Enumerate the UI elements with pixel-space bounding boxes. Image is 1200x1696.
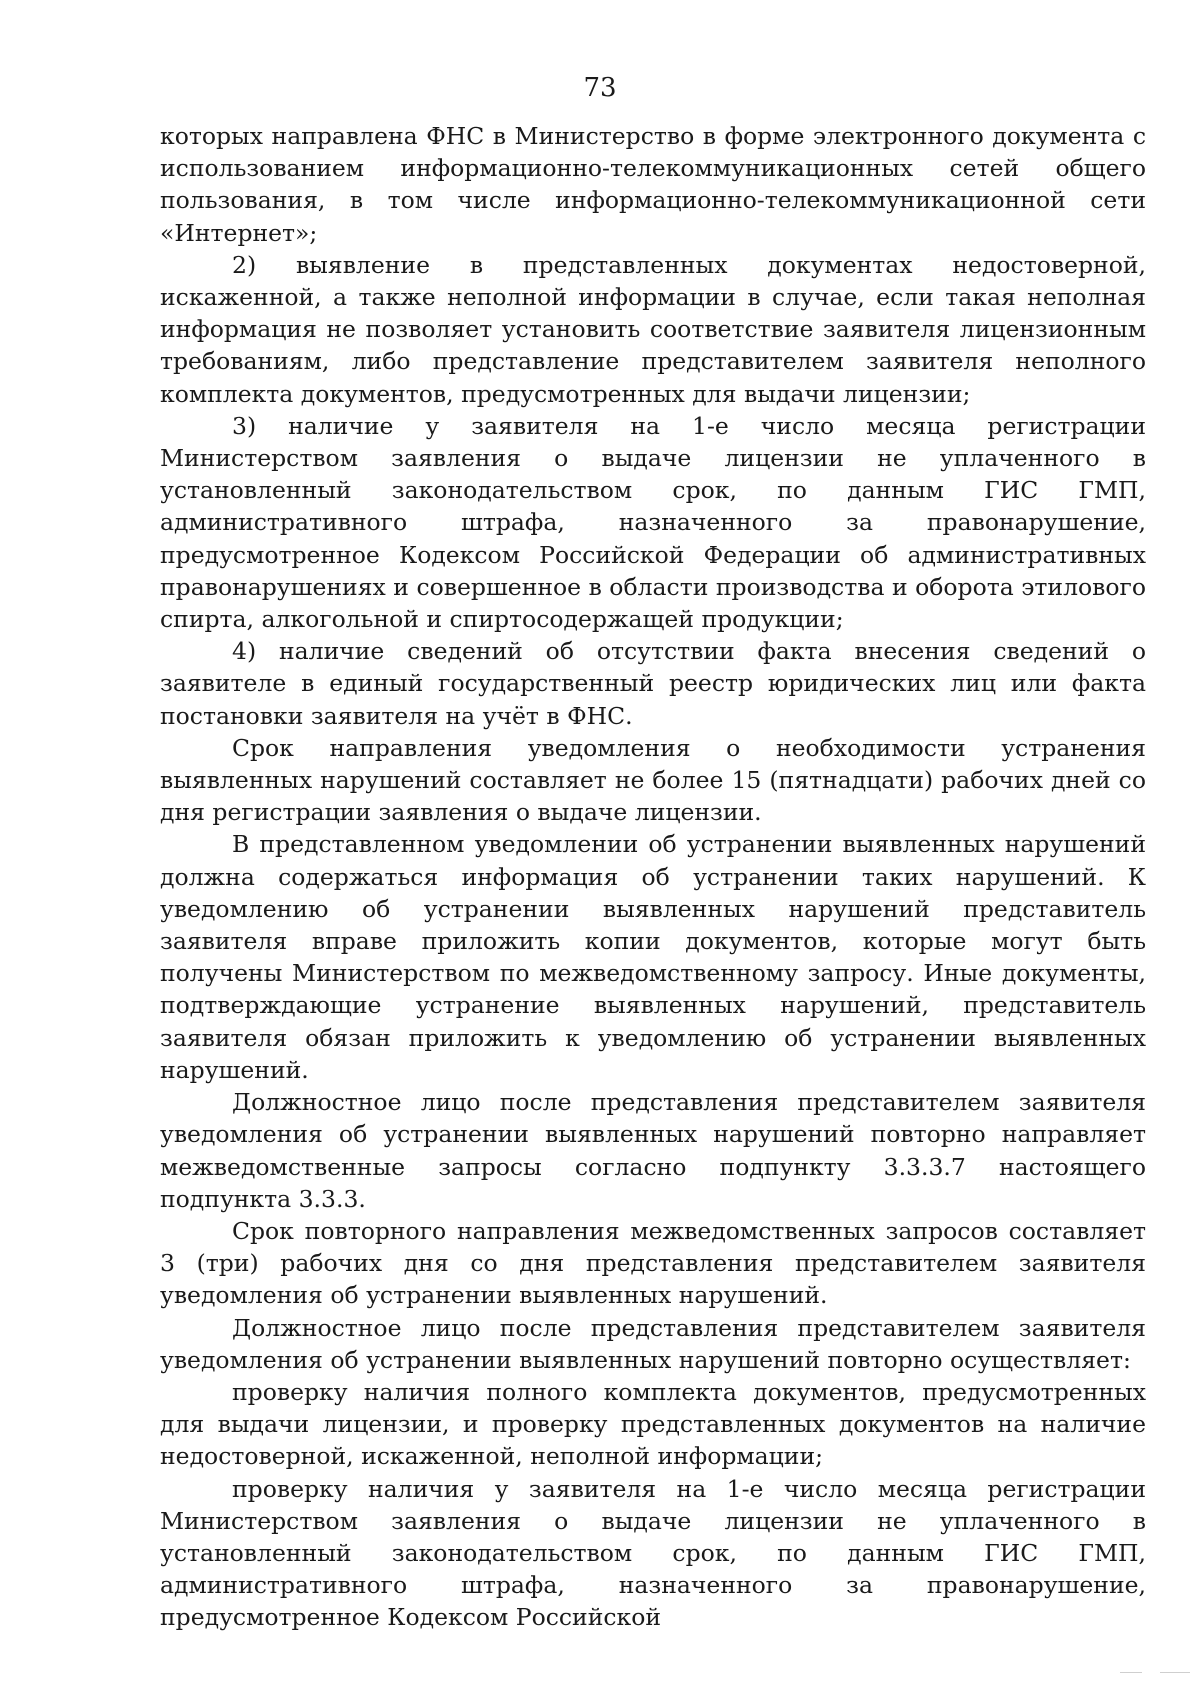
paragraph-notice-content: В представленном уведомлении об устранении выявленных нарушений должна содержаться информация об устранении таких нарушений. К уведомлению об устранении выявленных нарушений представитель заявителя вправе приложить копии документов, которые могут быть получены Министерством по межведомственному запросу. Иные документы, подтверждающие устранение выявленных нарушений, представитель заявителя обязан приложить к уведомлению об устранении выявленных нарушений. — [160, 830, 1146, 1084]
paragraph-item-3: 3) наличие у заявителя на 1-е число месяца регистрации Министерством заявления о выдаче лицензии не уплаченного в установленный законодательством срок, по данным ГИС ГМП, административного штрафа, назначенного за правонарушение, предусмотренное Кодексом Российской Федерации об административных правонарушениях и совершенное в области производства и оборота этилового спирта, алкогольной и спиртосодержащей продукции; — [160, 411, 1146, 634]
paragraph-repeat-requests: Должностное лицо после представления представителем заявителя уведомления об устранении выявленных нарушений повторно направляет межведомственные запросы согласно подпункту 3.3.3.7 настоящего подпункта 3.3.3. — [160, 1088, 1146, 1213]
paragraph-check-documents: проверку наличия полного комплекта документов, предусмотренных для выдачи лицензии, и проверку представленных документов на наличие недостоверной, искаженной, неполной информации; — [160, 1377, 1146, 1471]
page-number: 73 — [583, 73, 617, 103]
document-body — [160, 120, 1146, 1634]
scan-mark — [1160, 1672, 1190, 1673]
paragraph-item-2: 2) выявление в представленных документах недостоверной, искаженной, а также неполной информации в случае, если такая неполная информация не позволяет установить соответствие заявителя лицензионным требованиям, либо представление представителем заявителя неполного комплекта документов, предусмотренных для выдачи лицензии; — [160, 250, 1146, 408]
paragraph-continuation: которых направлена ФНС в Министерство в форме электронного документа с использованием информационно-телекоммуникационных сетей общего пользования, в том числе информационно-телекоммуникационной сети «Интернет»; — [160, 122, 1146, 247]
scan-mark — [1120, 1672, 1142, 1673]
paragraph-notice-deadline: Срок направления уведомления о необходимости устранения выявленных нарушений составляет не более 15 (пятнадцати) рабочих дней со дня регистрации заявления о выдаче лицензии. — [160, 733, 1146, 827]
paragraph-check-fine: проверку наличия у заявителя на 1-е число месяца регистрации Министерством заявления о выдаче лицензии не уплаченного в установленный законодательством срок, по данным ГИС ГМП, административного штрафа, назначенного за правонарушение, предусмотренное Кодексом Российской — [160, 1474, 1146, 1632]
paragraph-item-4: 4) наличие сведений об отсутствии факта внесения сведений о заявителе в единый государственный реестр юридических лиц или факта постановки заявителя на учёт в ФНС. — [160, 637, 1146, 730]
paragraph-repeat-checks: Должностное лицо после представления представителем заявителя уведомления об устранении выявленных нарушений повторно осуществляет: — [160, 1313, 1146, 1374]
paragraph-repeat-deadline: Срок повторного направления межведомственных запросов составляет 3 (три) рабочих дня со дня представления представителем заявителя уведомления об устранении выявленных нарушений. — [160, 1216, 1146, 1310]
